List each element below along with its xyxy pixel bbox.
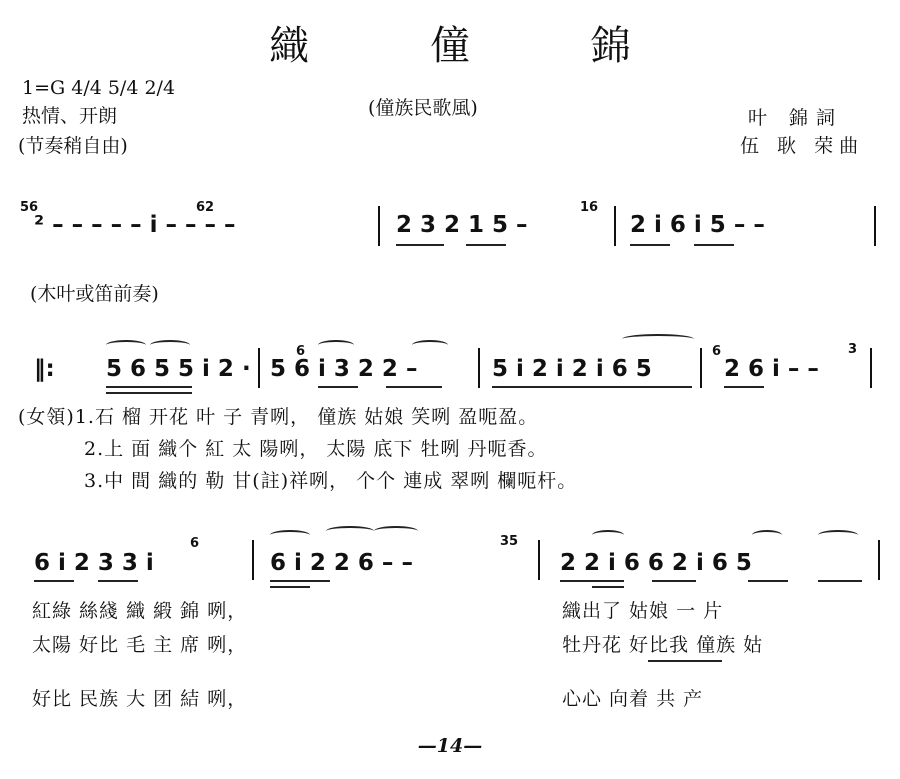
barline (478, 348, 480, 388)
lyricist-credit: 叶 錦詞 (748, 107, 844, 129)
composer-credit: 伍 耿 荣曲 (740, 135, 865, 157)
prelude-measure-3: 2 3 2 1 5 – (396, 212, 528, 238)
slur (592, 530, 624, 540)
beam (560, 580, 624, 582)
beam (630, 244, 670, 246)
key-meter: 1=G 4/4 5/4 2/4 (22, 77, 176, 99)
measure-7: 2 2 i 6 6 2 i 6 5 (560, 550, 752, 576)
beam (318, 386, 358, 388)
measure-6: 6 i 2 2 6 – – (270, 550, 413, 576)
page-number: —14— (417, 735, 483, 757)
beam (694, 244, 734, 246)
beam (492, 386, 692, 388)
prelude-measure-4: 2 i 6 i 5 – – (630, 212, 765, 238)
barline (874, 206, 876, 246)
beam (270, 586, 310, 588)
measure-3: 5 i 2 i 2 i 6 5 (492, 356, 652, 382)
grace-note: 6 (712, 344, 722, 359)
slur (150, 340, 190, 350)
beam (270, 580, 330, 582)
barline (378, 206, 380, 246)
lyric-verse-1: (女領)1.石 榴 开花 叶 子 青咧， 僮族 姑娘 笑咧 盈呃盈。 (18, 406, 539, 428)
beam (386, 386, 442, 388)
lyric-verse-3-end: 心心 向着 共 产 (562, 688, 704, 710)
beam (748, 580, 788, 582)
beam (396, 244, 444, 246)
slur (818, 530, 858, 540)
barline (258, 348, 260, 388)
barline (614, 206, 616, 246)
measure-5: 6 i 2 3 3 i (34, 550, 154, 576)
slur (318, 340, 354, 350)
grace-note: 3 (848, 342, 858, 357)
measure-4: 2 6 i – – (724, 356, 819, 382)
slur (270, 530, 310, 540)
genre-note: (僮族民歌風) (368, 97, 478, 119)
lyric-verse-2: 2.上 面 織个 紅 太 陽咧， 太陽 底下 牡咧 丹呃香。 (84, 438, 548, 460)
lyric-verse-3: 3.中 間 織的 勒 甘(註)祥咧， 个个 連成 翠咧 欄呃杆。 (84, 470, 578, 492)
barline (252, 540, 254, 580)
measure-1: 5 6 5 5 i 2 · (106, 356, 251, 382)
slur (412, 340, 448, 350)
beam (592, 586, 624, 588)
grace-note: 35 (500, 534, 519, 549)
slur (622, 334, 694, 344)
barline (538, 540, 540, 580)
slur (374, 526, 418, 536)
grace-note: 6 (296, 344, 306, 359)
beam (106, 392, 192, 394)
beam (724, 386, 764, 388)
measure-2: 5 6 i 3 2 2 – (270, 356, 418, 382)
beam (818, 580, 862, 582)
prelude-measure-1-2: ² – – – – – i – – – – (34, 212, 236, 238)
barline (878, 540, 880, 580)
lyric-verse-1-end: 織出了 姑娘 一 片 (562, 600, 724, 622)
beam (652, 580, 696, 582)
barline (870, 348, 872, 388)
tempo-marking: 热情、开朗 (22, 105, 118, 127)
barline (700, 348, 702, 388)
slur (752, 530, 782, 540)
grace-note-2: 62 (196, 200, 215, 215)
page-title: 織 僮 錦 (269, 23, 685, 69)
lyric-verse-3-cont: 好比 民族 大 团 結 咧， (32, 688, 248, 710)
grace-note-1: 56 (20, 200, 39, 215)
beam (106, 386, 192, 388)
grace-note-3: 16 (580, 200, 599, 215)
beam (648, 660, 722, 662)
beam (34, 580, 74, 582)
slur (326, 526, 374, 536)
slur (106, 340, 146, 350)
rhythm-note: (节奏稍自由) (18, 135, 128, 157)
lyric-verse-2-cont: 太陽 好比 毛 主 席 咧， (32, 634, 248, 656)
grace-note: 6 (190, 536, 200, 551)
beam (98, 580, 138, 582)
lyric-verse-1-cont: 紅綠 絲綫 織 緞 錦 咧， (32, 600, 248, 622)
repeat-sign: ‖: (34, 356, 55, 382)
lyric-verse-2-end: 牡丹花 好比我 僮族 姑 (562, 634, 764, 656)
beam (466, 244, 506, 246)
prelude-label: (木叶或笛前奏) (30, 283, 159, 305)
